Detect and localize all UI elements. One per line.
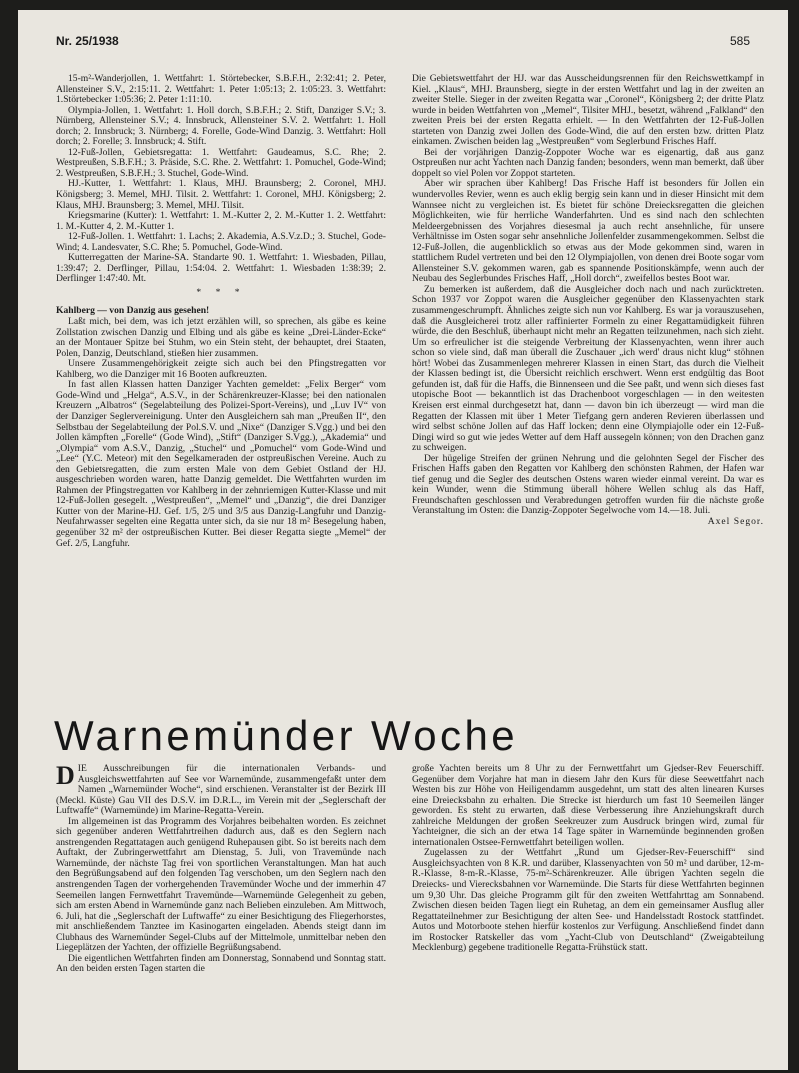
result-paragraph: 12-Fuß-Jollen, Gebietsregatta: 1. Wettfahrt: Gaudeamus, S.C. Rhe; 2. Westpreußen, S.B.F.H.; 3. Präside, S.C. Rhe. 2. Wettfahrt: 1. Pomuchel, Gode-Wind; 2. Westpreußen, S.B.F.H.; 3. Stuchel, Gode-Wind. [56, 146, 386, 179]
article-paragraph: In fast allen Klassen hatten Danziger Yachten gemeldet: „Felix Berger“ vom Gode-Wind und „Helga“, A.S.V., in der Schärenkreuzer-Klasse; bei den nationalen Kreuzern „Albatros“ (Segelabteilung des Polizei-Sport-Vereins), und „Luv IV“ von der Danziger Seglervereinigung. Unter den Ausgleichern sah man „Preußen II“, den Selbstbau der Segelabteilung der Pol.S.V. und „Nixe“ (Danziger S.Vgg.) und bei den Jollen kämpften „Forelle“ (Gode Wind), „Stift“ (Danziger S.Vgg.), „Akademia“ und „Olympia“ vom A.S.V., Danzig, „Stuchel“ und „Pomuchel“ vom Gode-Wind und „Lee“ (Y.C. Meteor) mit den Segelkameraden der ostpreußischen Vereine. Auch zu den Gebietsregatten, die zum ersten Male von dem Gebiet Ostland der HJ. ausgeschrieben worden waren, hatte Danzig gemeldet. Die Wettfahrten wurden im Rahmen der Pfingstregatten vor Kahlberg in der zehnriemigen Kutter-Klasse und mit 12-Fuß-Jollen gesegelt. „Westpreußen“, „Memel“ und „Danzig“, die drei Danziger Kutter von der Marine-HJ. Gef. 1/5, 2/5 und 3/5 aus Danzig-Langfuhr und Danzig-Neufahrwasser segelten eine Regatta unter sich, da sie nur 18 m² Besegelung haben, gegenüber 32 m² der ostpreußischen Kutter. Bei dieser Regatta siegte „Memel“ der Gef. 2/5, Langfuhr. [56, 379, 386, 549]
article-paragraph: Aber wir sprachen über Kahlberg! Das Frische Haff ist besonders für Jollen ein wundervolles Revier, wenn es auch eklig bergig sein kann und in dieser Hinsicht mit dem Wannsee nicht zu vergleichen ist. Es bietet für schöne Dreiecksregatten die gleichen Möglichkeiten, wie für herrliche Wanderfahrten. Und es sind nach den schlechten Meldeergebnissen des Vorjahres diesesmal ja auch recht ansehnliche, für unsere Verhältnisse im Osten sogar sehr ansehnliche Jollenfelder zusammengekommen. Selbst die 12-Fuß-Jollen, die augenblicklich so etwas aus der Mode gekommen sind, waren in stattlichem Rudel vertreten und bei den 12 Olympiajollen, von denen drei Boote sogar vom Allensteiner S.V. gekommen waren, gab es spannende Positionskämpfe, wenn auch der Neubau des Seglerbundes Frisches Haff, „Holl dorch“, zweifellos bestes Boot war. [412, 178, 764, 285]
intro-text: IE Ausschreibungen für die internationalen Verbands- und Ausgleichswettfahrten auf See vor Warnemünde, zusammengefaßt unter dem Namen „Warnemünder Woche“, sind erschienen. Veranstalter ist der Bezirk III (Meckl. Küste) Gau VII des D.S.V. im D.R.L., im Verein mit der „Seglerschaft der Luftwaffe“ (Warnemünde) im Marine-Regatta-Verein. [56, 764, 386, 817]
column-right-top [412, 74, 764, 734]
column-right-bottom [412, 764, 764, 1064]
article-paragraph: Die eigentlichen Wettfahrten finden am Donnerstag, Sonnabend und Sonntag statt. An den beiden ersten Tagen starten die [56, 952, 386, 975]
section-divider: * * * [196, 286, 246, 298]
column-left-top [56, 74, 386, 734]
article-paragraph: Laßt mich, bei dem, was ich jetzt erzählen will, so sprechen, als gäbe es keine Zollstation zwischen Danzig und Elbing und als gäbe es keine „Drei-Länder-Ecke“ an der Montauer Spitze bei Stuhm, wo ein Stein steht, der behauptet, drei Staaten, Polen, Danzig, Deutschland, stießen hier zusammen. [56, 316, 386, 359]
article-paragraph: Zu bemerken ist außerdem, daß die Ausgleicher doch nach und nach zurücktreten. Schon 1937 vor Zoppot waren die Ausgleicher gegenüber den Klassenyachten stark zusammengeschrumpft. Ähnliches zeigte sich nun vor Kahlberg. Es war ja vorauszusehen, daß die Ausgleicherei trotz aller raffinierter Formeln zu einer Regattamüdigkeit führen würde, die den Beschluß, überhaupt nicht mehr an Regatten teilzunehmen, nach sich zieht. Um so erfreulicher ist die steigende Verbreitung der Klassenyachten, wenn ihrer auch schon so viele sind, daß man überall die Zuschauer „ich werd' draus nicht klug“ stöhnen hört! Wobei das Zusammenlegen mehrerer Klassen in einen Start, das durch die Vielheit der Klassen bedingt ist, die Übersicht reichlich erschwert. Wenn erst endgültig das Boot gefunden ist, daß für die Haffs, die Binnenseen und die See paßt, und wenn sich dieses fast utopische Boot — bekanntlich ist das Drachenboot vorgeschlagen — in den weitesten Kreisen erst einmal durchgesetzt hat, dann — davon bin ich überzeugt — wird man die Regatten der Klassen mit über 1 Meter Tiefgang gern anderen Revieren überlassen und wird selbst schöne Jollen auf das Haff locken; denn eine Olympiajolle oder ein 12-Fuß-Dingi wird so gut wie jedes Wetter auf dem Haff aussegeln können; von den Drachen ganz zu schweigen. [412, 283, 764, 454]
article-paragraph: Die Gebietswettfahrt der HJ. war das Ausscheidungsrennen für den Reichswettkampf in Kiel. „Klaus“, MHJ. Braunsberg, siegte in der ersten Wettfahrt und lag in der zweiten an zweiter Stelle. Sieger in der zweiten Regatta war „Coronel“, Königsberg 2; der dritte Platz wurde in beiden Wettfahrten von „Memel“, Tilsiter MHJ., besetzt, während „Falkland“ den zweiten Preis bei der ersten Regatta erhielt. — In den Wettfahrten der 12-Fuß-Jollen starteten von Danzig zwei Jollen des Gode-Wind, die auf den ersten bzw. dritten Platz einkamen. Zwischen beiden lag „Westpreußen“ vom Seglerbund Frisches Haff. [412, 74, 764, 148]
magazine-page [18, 10, 788, 1070]
issue-number: Nr. 25/1938 [56, 34, 119, 48]
result-paragraph: HJ.-Kutter, 1. Wettfahrt: 1. Klaus, MHJ. Braunsberg; 2. Coronel, MHJ. Königsberg; 3. Memel, MHJ. Tilsit. 2. Wettfahrt: 1. Coronel, MHJ. Königsberg; 2. Klaus, MHJ. Braunsberg; 3. Memel, MHJ. Tilsit. [56, 178, 386, 211]
result-paragraph: 15-m²-Wanderjollen, 1. Wettfahrt: 1. Störtebecker, S.B.F.H., 2:32:41; 2. Peter, Allensteiner S.V., 2:15:11. 2. Wettfahrt: 1. Peter 1:05:13; 2. 1:05:23. 3. Wettfahrt: 1.Störtebecker 1:05:36; 2. Peter 1:11:10. [56, 74, 386, 106]
article-title: Warnemünder Woche [54, 712, 518, 759]
result-paragraph: Kutterregatten der Marine-SA. Standarte 90. 1. Wettfahrt: 1. Wiesbaden, Pillau, 1:39:47; 2. Derflinger, Pillau, 1:54:04. 2. Wettfahrt: 1. Wiesbaden 1:38:39; 2. Derflinger 1:47:40. Mt. [56, 252, 386, 285]
article-paragraph [56, 764, 386, 817]
article-paragraph: Der hügelige Streifen der grünen Nehrung und die gelohnten Segel der Fischer des Frischen Haffs gaben den Regatten vor Kahlberg den schönsten Rahmen, der Hafen war tief genug und die Segler des deutschen Ostens waren wieder einmal vereint. Da war es kein Wunder, wenn die Stimmung überall höhere Wellen schlug als das Haff, Freundschaften geschlossen und Verabredungen getroffen wurden für die nächste große Veranstaltung im Osten: die Danzig-Zoppoter Segelwoche vom 14.—18. Juli. [412, 452, 764, 517]
column-left-bottom [56, 764, 386, 1064]
page-number: 585 [730, 34, 751, 48]
result-paragraph: Kriegsmarine (Kutter): 1. Wettfahrt: 1. M.-Kutter 2, 2. M.-Kutter 1. 2. Wettfahrt: 1. M.-Kutter 4, 2. M.-Kutter 1. [56, 210, 386, 232]
result-paragraph: 12-Fuß-Jollen. 1. Wettfahrt: 1. Lachs; 2. Akademia, A.S.V.z.D.; 3. Stuchel, Gode-Wind; 4. Landesvater, S.C. Rhe; 5. Pomuchel, Gode-Wind. [56, 231, 386, 253]
article-paragraph: Unsere Zusammengehörigkeit zeigte sich auch bei den Pfingstregatten vor Kahlberg, wo die Danziger mit 16 Booten aufkreuzten. [56, 358, 386, 380]
section-subheading: Kahlberg — von Danzig aus gesehen! [56, 305, 210, 317]
article-paragraph: Im allgemeinen ist das Programm des Vorjahres beibehalten worden. Es zeichnet sich gegenüber anderen Wettfahrtreihen dadurch aus, daß es den Seglern nach anstrengenden Regattatagen auch genügend Ruhepausen gibt. So ist bereits nach dem Auftakt, der Zubringerwettfahrt am Dienstag, 5. Juli, von Travemünde nach Warnemünde, der nächste Tag frei von sportlichen Veranstaltungen. Man hat auch den Begrüßungsabend auf den folgenden Tag verschoben, um den Seglern nach den anstrengenden Tagen der vorhergehenden Travemünder Woche und der immerhin 47 Seemeilen langen Fernwettfahrt Travemünde—Warnemünde Gelegenheit zu geben, sich am ersten Abend in Warnemünde ganz nach Belieben einzuleben. Am Mittwoch, 6. Juli, hat die „Seglerschaft der Luftwaffe“ zu einer Besichtigung des Fliegerhorstes, mit anschließendem Tanztee im Kasinogarten eingeladen. Abends steigt dann im Clubhaus des Warnemünder Segel-Clubs auf der Mittelmole, unmittelbar neben den Liegeplätzen der Yachten, der offizielle Begrüßungsabend. [56, 815, 386, 954]
result-paragraph: Olympia-Jollen, 1. Wettfahrt: 1. Holl dorch, S.B.F.H.; 2. Stift, Danziger S.V.; 3. Nürnberg, Allensteiner S.V.; 4. Innsbruck, Allensteiner S.V. 2. Wettfahrt: 1. Holl dorch; 2. Innsbruck; 3. Nürnberg; 4. Forelle, Gode-Wind Danzig. 3. Wettfahrt: Holl dorch; 2. Forelle; 3. Innsbruck; 4. Stift. [56, 104, 386, 148]
article-paragraph: große Yachten bereits um 8 Uhr zu der Fernwettfahrt um Gjedser-Rev Feuerschiff. Gegenüber dem Vorjahre hat man in diesem Jahr den Kurs für diese Seewettfahrt nach Westen bis zur Höhe von Heiligendamm ausgedehnt, um statt des alten linearen Kurses eine Dreiecksbahn zu erhalten. Die Strecke ist hierdurch um fast 10 Seemeilen länger geworden. Es steht zu erwarten, daß diese Verbesserung ihre Anziehungskraft durch zahlreiche Meldungen der großen Seekreuzer zum Ausdruck bringen wird, zumal für Yachteigner, die sich an der etwa 14 Tage später in Warnemünde beginnenden großen internationalen Ostsee-Fernwettfahrt beteiligen wollen. [412, 764, 764, 848]
drop-cap: D [56, 764, 75, 790]
article-paragraph: Zugelassen zu der Wettfahrt „Rund um Gjedser-Rev-Feuerschiff“ sind Ausgleichsyachten von 8 K.R. und darüber, Klassenyachten von 50 m² und darüber, 12-m-R.-Klasse, 8-m-R.-Klasse, 75-m²-Schärenkreuzer. Alle übrigen Yachten segeln die Dreiecks- und Vierecksbahnen vor Warnemünde. Die Starts für diese Wettfahrten beginnen um 9,30 Uhr. Das gleiche Programm gilt für den zweiten Wettfahrttag am Sonnabend. Zwischen diesen beiden Tagen liegt ein Ruhetag, an dem ein gemeinsamer Ausflug aller Regattateilnehmer zur Besichtigung der alten See- und Handelsstadt Rostock stattfindet. Autos und Motorboote stehen hierfür kostenlos zur Verfügung. Anschließend findet dann im Rostocker Ratskeller das vom „Yacht-Club von Deutschland“ (Zweigabteilung Mecklenburg) gegebene traditionelle Regatta-Frühstück statt. [412, 847, 764, 954]
author-signature: Axel Segor. [707, 515, 764, 527]
article-paragraph: Bei der vorjährigen Danzig-Zoppoter Woche war es eigenartig, daß aus ganz Ostpreußen nur acht Yachten nach Danzig fanden; besonders, wenn man bemerkt, daß über doppelt so viel Polen vor Zoppot starteten. [412, 146, 764, 179]
